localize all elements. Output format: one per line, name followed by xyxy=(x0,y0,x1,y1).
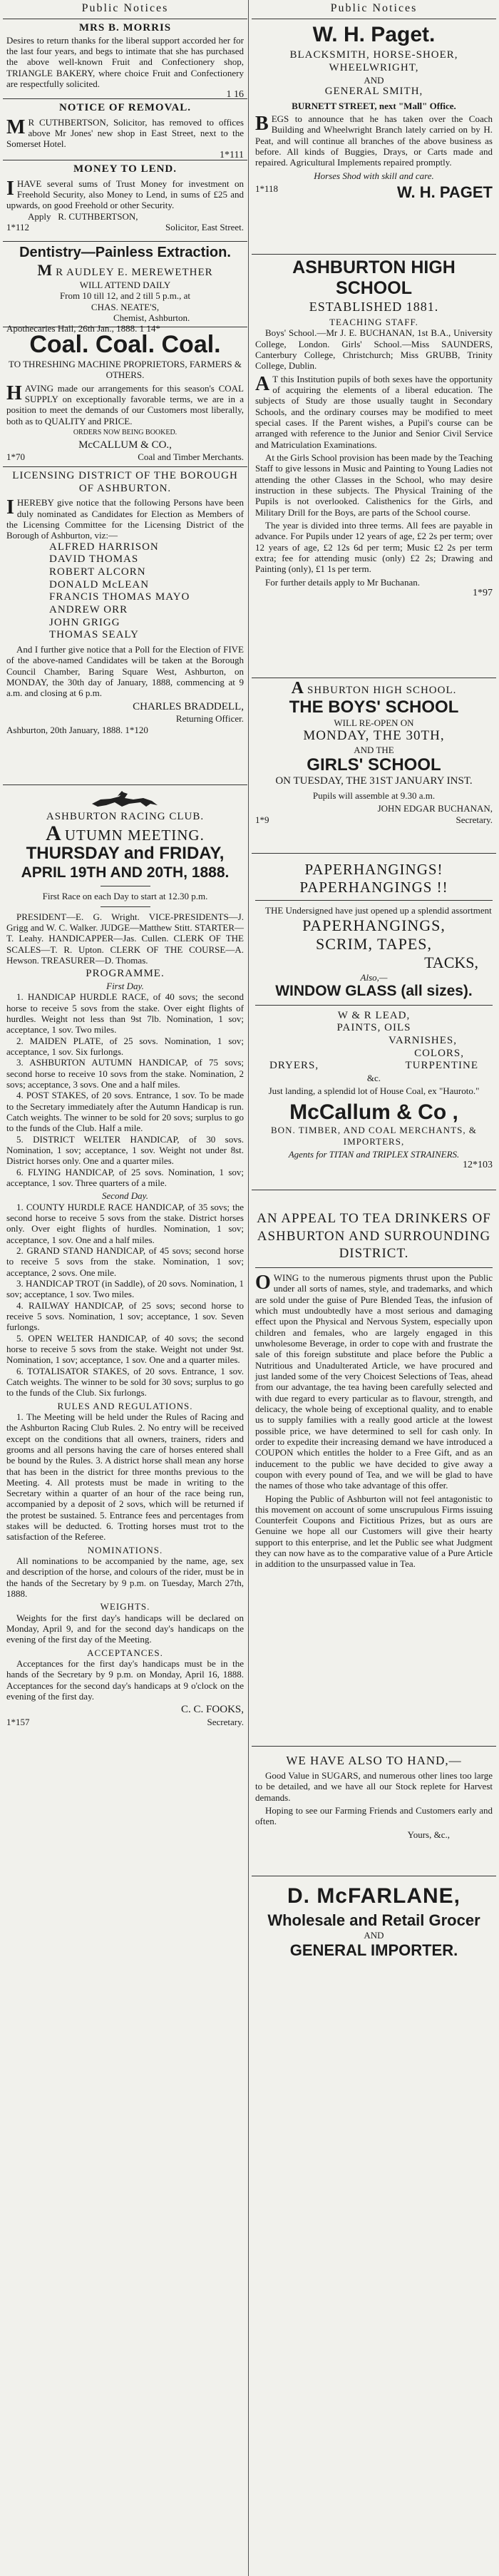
morris-heading: RS B. MORRIS xyxy=(90,21,172,34)
window-glass: WINDOW GLASS (all sizes). xyxy=(275,982,473,999)
racehorse-emblem-icon xyxy=(86,789,165,809)
race-entry: 2. GRAND STAND HANDICAP, of 45 sovs; second horse to receive 5 sovs from the stake. Nomination, 1 sov; acceptance, 2 sovs. One mile. xyxy=(6,1244,244,1278)
also-to-hand-notice: WE HAVE ALSO TO HAND,— Good Value in SUGARS, and numerous other lines too large to be detailed, and we have all our Stock replete for Harvest demands. Hoping to see our Farming Friends and Customers early and often. Yours, &c., xyxy=(252,1747,496,1876)
race-entry: 4. POST STAKES, of 20 sovs. Entrance, 1 sov. To be made to the Secretary immediately after the Autumn Handicap is run. Catch weights. The winner to be sold for 20 sovs; surplus to go to the funds of the Club. Half a mile. xyxy=(6,1090,244,1134)
race-entry: 6. FLYING HANDICAP, of 25 sovs. Nomination, 1 sov; acceptance, 1 sov. Three quarters of a mile. xyxy=(6,1166,244,1188)
schools-signature: JOHN EDGAR BUCHANAN, xyxy=(377,803,493,814)
candidate-name: FRANCIS THOMAS MAYO xyxy=(49,591,190,603)
race-rules: 1. The Meeting will be held under the Rules of Racing and the Ashburton Racing Club Rules. 2. No entry will be received except on the conditions that all owners, trainers, riders and grooms and all persons having the care of horses entered shall be bound by the Rules. 3. A district horse shall mean any horse that has been in the district for three months previous to the Meeting. 4. All protests must be made in writing to the Secretary within a quarter of an hour of the race being run, accompanied by a deposit of 2 sovs, which will be returned if the protest be sustained. 5. Entrance fees and percentages from stakes will be deducted. 6. Trotting horses must trot to the satisfaction of the Referee. xyxy=(6,1411,244,1543)
racing-club-title: ASHBURTON RACING CLUB. xyxy=(46,810,205,822)
school-heading: ASHBURTON HIGH SCHOOL xyxy=(292,257,456,299)
tea-appeal-notice: AN APPEAL TO TEA DRINKERS OF ASHBURTON AND SURROUNDING DISTRICT. OWING to the numerous pigments thrust upon the Public under all sorts of names, style, and trademarks, and which are sold under the guise of Pure Blended Teas, the infusion of which must undoubtedly have a most serious and damaging effect upon the Physical and Nervous System, especially upon children and females, who are largely engaged in this unwholesome Beverage, in order to cope with and frustrate the sale of this foreign substitute and place before the Public a Nutritious and Unadulterated Article, we have procured and just landed some of the very Choicest Selections of Teas, ahead from our advantage, the tea having been carefully selected and with due regard to every particular as to flavour, strength, and delicacy, the whole being of exceptional quality, and to enable us to supply families with a really good article at the lowest possible price, we have determined to sell for cash only. In order to expedite their increasing demand we have introduced a COUPON which entitles the holder to a Free Gift, and as an inducement to the public we have decided to give away a coupon with every pound of Tea, and we will be glad to have the names of those who take advantage of this offer. Hoping the Public of Ashburton will not feel antagonistic to this movement on account of some unscrupulous Firms issuing Counterfeit Coupons and Fictitious Prizes, but as ours are Genuine we hope all our Customers will give their hearty support to this enterprise, and let the Public see what Judgment they can now have as to the comparative value of a Pure Article in addition to the unsurpassed value in Tea. xyxy=(252,1190,496,1747)
coal-notice: Coal. Coal. Coal. TO THRESHING MACHINE PROPRIETORS, FARMERS & OTHERS. HAVING made our arrangements for this season's COAL SUPPLY on exceptionally favorable terms, we are in a position to meet the demands of our Customers most liberally, both as to QUALITY and PRICE. ORDERS NOW BEING BOOKED. McCALLUM & CO., 1*70 Coal and Timber Merchants. xyxy=(3,327,247,467)
licensing-heading: LICENSING DISTRICT OF THE BOROUGH OF ASHBURTON. xyxy=(12,469,238,494)
tea-body: WING to the numerous pigments thrust upon the Public under all sorts of names, style, and trademarks, and which are sold under the guise of Pure Blended Teas, the infusion of which must undoubtedly have a most serious and damaging effect upon the Physical and Nervous System, especially upon children and females, who are largely engaged in this unwholesome Beverage, in order to cope with and frustrate the sale of this foreign substitute and place before the Public a Nutritious and Unadulterated Article, we have procured and just landed some of the very Choicest Selections of Teas, ahead from our advantage, the tea having been carefully selected and with due regard to every particular as to flavour, strength, and delicacy, the whole being of exceptional quality, and to enable us to supply families with a really good article at the lowest possible price, we have determined to sell for cash only. In order to expedite their increasing demand we have introduced a COUPON which entitles the holder to a Free Gift, and as an inducement to the public we have decided to give away a coupon with every pound of Tea, and we will be glad to have the names of those who take advantage of this offer. xyxy=(255,1272,493,1491)
candidate-name: ROBERT ALCORN xyxy=(49,566,146,578)
morris-code: 1 16 xyxy=(226,89,244,101)
schools-reopen-notice: ASHBURTON HIGH SCHOOL. THE BOYS' SCHOOL WILL RE-OPEN ON MONDAY, THE 30TH, AND THE GIRLS' SCHOOL ON TUESDAY, THE 31ST JANUARY INST. Pupils will assemble at 9.30 a.m. JOHN EDGAR BUCHANAN, 1*9 Secretary. xyxy=(252,678,496,854)
candidate-name: ALFRED HARRISON xyxy=(49,541,159,553)
column-header: Public Notices xyxy=(252,0,496,19)
coal-heading: Coal. Coal. Coal. xyxy=(29,330,221,358)
money-heading: MONEY TO LEND. xyxy=(73,163,177,175)
paget-signature: W. H. PAGET xyxy=(396,183,493,201)
candidate-name: THOMAS SEALY xyxy=(49,629,139,641)
tea-heading: AN APPEAL TO TEA DRINKERS OF ASHBURTON AND SURROUNDING DISTRICT. xyxy=(257,1210,491,1262)
race-entry: 4. RAILWAY HANDICAP, of 25 sovs; second horse to receive 5 sovs. Nomination, 1 sov; acceptance, 1 sov. Seven furlongs. xyxy=(6,1299,244,1333)
column-right xyxy=(252,0,496,1963)
column-header: Public Notices xyxy=(3,0,247,19)
race-entry: 1. COUNTY HURDLE RACE HANDICAP, of 35 sovs; the second horse to receive 5 sovs from the stake. District horses only. Over eight flights of hurdles. Nomination, 1 sov; acceptance, 1 sov. One and a half miles. xyxy=(6,1201,244,1245)
coal-body: AVING made our arrangements for this season's COAL SUPPLY on exceptionally favorable terms, we are in a position to meet the demands of our Customers most liberally, both as to QUALITY and PRICE. xyxy=(6,382,244,426)
column-divider xyxy=(248,0,249,2576)
girls-school: GIRLS' SCHOOL xyxy=(307,755,441,775)
removal-code: 1*111 xyxy=(220,149,244,160)
mccallum-name: McCallum & Co , xyxy=(289,1100,458,1124)
high-school-notice: ASHBURTON HIGH SCHOOL ESTABLISHED 1881. TEACHING STAFF. Boys' School.—Mr J. E. BUCHANAN, 1st B.A., University College, London. Girls' School.—Miss SAUNDERS, Canterbury College, Christchurch; Miss GRUBB, Trinity College, Dublin. A T this Institution pupils of both sexes have the opportunity of acquiring the elements of a liberal education. The subjects of Study are those usually taught in Secondary Schools, and the ordinary courses may be modified to meet special cases. If the Parent wishes, a Pupil's course can be arranged with reference to the Junior and Senior Civil Service and Matriculation Examinations. At the Girls School provision has been made by the Teaching Staff to give lessons in Music and Painting to Young Ladies not attending the other Classes in the School, who may desire instruction in these subjects. The Physical Training of the Pupils is not overlooked. Calisthenics for the Girls, and Military Drill for the Boys, are parts of the School course. The year is divided into three terms. All fees are payable in advance. For Pupils under 12 years of age, £2 2s per term; over 12 years of age, £2 12s 6d per term; Music £2 2s per term extra; fee for attending music (only) £2 2s; Drawing and Painting (only), £1 1s per term. For further details apply to Mr Buchanan. 1*97 xyxy=(252,255,496,678)
removal-heading: NOTICE OF REMOVAL. xyxy=(58,101,192,113)
licensing-signature: CHARLES BRADDELL, xyxy=(133,700,244,712)
mcfarlane-notice: D. McFARLANE, Wholesale and Retail Grocer AND GENERAL IMPORTER. xyxy=(252,1876,496,1963)
morris-notice: MRS B. MORRIS Desires to return thanks for the liberal support accorded her for the last four years, and begs to intimate that she has purchased the above well-known Fruit and Confectionery shop, TRIANGLE BAKERY, where choice Fruit and Confectionery are respectfully solicited. 1 16 xyxy=(3,19,247,99)
dentistry-heading: Dentistry—Painless Extraction. xyxy=(19,244,231,260)
removal-body: R CUTHBERTSON, Solicitor, has removed to offices above Mr Jones' new shop in East Street, next to the Somerset Hotel. xyxy=(6,116,244,150)
race-entry: 3. HANDICAP TROT (in Saddle), of 20 sovs. Nomination, 1 sov; acceptance, 1 sov. Two miles. xyxy=(6,1277,244,1300)
race-entry: 5. DISTRICT WELTER HANDICAP, of 30 sovs. Nomination, 1 sov; acceptance, 1 sov. Weight not under 8st. District horses only. One and a quarter miles. xyxy=(6,1133,244,1167)
money-signature: R. CUTHBERTSON, xyxy=(58,210,138,222)
racing-club-notice: ASHBURTON RACING CLUB. A UTUMN MEETING. THURSDAY and FRIDAY, APRIL 19TH AND 20TH, 1888. First Race on each Day to start at 12.30 p.m. PRESIDENT—E. G. Wright. VICE-PRESIDENTS—J. Grigg and W. C. Walker. JUDGE—Matthew Stitt. STARTER—T. Leahy. HANDICAPPER—Jas. Cullen. CLERK OF THE SCALES—T. R. Upton. CLERK OF THE COURSE—A. Hewson. TREASURER—D. Thomas. PROGRAMME. First Day. 1. HANDICAP HURDLE RACE, of 40 sovs; the second horse to receive 5 sovs from the stake. Over eight flights of hurdles. Weight not less than 9st 7lb. Nomination, 1 sov; acceptance, 1 sov. Two miles. 2. MAIDEN PLATE, of 25 sovs. Nomination, 1 sov; acceptance, 1 sov. Six furlongs. 3. ASHBURTON AUTUMN HANDICAP, of 75 sovs; second horse to receive 10 sovs from the stake. Nomination, 2 sovs; acceptance, 3 sovs. One and a half miles. 4. POST STAKES, of 20 sovs. Entrance, 1 sov. To be made to the Secretary immediately after the Autumn Handicap is run. Catch weights. The winner to be sold for 20 sovs; surplus to go to the funds of the Club. Half a mile. 5. DISTRICT WELTER HANDICAP, of 30 sovs. Nomination, 1 sov; acceptance, 1 sov. Weight not under 8st. District horses only. One and a quarter miles. 6. FLYING HANDICAP, of 25 sovs. Nomination, 1 sov; acceptance, 1 sov. Three quarters of a mile. Second Day. 1. COUNTY HURDLE RACE HANDICAP, of 35 sovs; the second horse to receive 5 sovs from the stake. District horses only. Over eight flights of hurdles. Nomination, 1 sov; acceptance, 1 sov. One and a half miles. 2. GRAND STAND HANDICAP, of 45 sovs; second horse to receive 5 sovs from the stake. Nomination, 1 sov; acceptance, 2 sovs. One mile. 3. HANDICAP TROT (in Saddle), of 20 sovs. Nomination, 1 sov; acceptance, 1 sov. Two miles. 4. RAILWAY HANDICAP, of 25 sovs; second horse to receive 5 sovs. Nomination, 1 sov; acceptance, 1 sov. Seven furlongs. 5. OPEN WELTER HANDICAP, of 40 sovs; the second horse to receive 5 sovs from the stake. Weight not under 9st. Nomination, 1 sov; acceptance, 1 sov. One and a quarter miles. 6. TOTALISATOR STAKES, of 20 sovs. Entrance, 1 sov. Catch weights. The winner to be sold for 30 sovs; surplus to go to the funds of the Club. Six furlongs. RULES AND REGULATIONS. 1. The Meeting will be held under the Rules of Racing and the Ashburton Racing Club Rules. 2. No entry will be received except on the conditions that all owners, trainers, riders and grooms and all persons having the care of horses entered shall be bound by the Rules. 3. A district horse shall mean any horse that has been in the district for three months previous to the Meeting. 4. All protests must be made in writing to the Secretary within a quarter of an hour of the race being run, accompanied by a deposit of 2 sovs, which will be returned if the protest be sustained. 5. Entrance fees and percentages from stakes will be deducted. 6. Trotting horses must trot to the satisfaction of the Referee. NOMINATIONS. All nominations to be accompanied by the name, age, sex and description of the horse, and colours of the rider, must be in the hands of the Secretary by 9 p.m. on Tuesday, March 27th, 1888. WEIGHTS. Weights for the first day's handicaps will be declared on Monday, April 9, and for the second day's handicaps on the evening of the first day of the Meeting. ACCEPTANCES. Acceptances for the first day's handicaps must be in the hands of the Secretary by 9 p.m. on Monday, April 16, 1888. Acceptances for the second day's handicaps at 9 o'clock on the evening of the first day. C. C. FOOKS, 1*157 Secretary. xyxy=(3,785,247,1732)
paperhangings-heading: PAPERHANGINGS! PAPERHANGINGS !! xyxy=(299,860,448,896)
paget-name: W. H. Paget. xyxy=(312,22,436,46)
meeting-dates: THURSDAY and FRIDAY, xyxy=(26,844,225,864)
boys-school: THE BOYS' SCHOOL xyxy=(289,697,459,717)
school-fees: The year is divided into three terms. All fees are payable in advance. For Pupils under 12 years of age, £2 2s per term; over 12 years of age, £2 12s 6d per term; Music £2 2s per term extra; fee for attending music (only) £2 2s; Drawing and Painting (only), £1 1s per term. xyxy=(255,520,493,575)
coal-company: McCALLUM & CO., xyxy=(78,439,172,451)
dentistry-notice: Dentistry—Painless Extraction. M R AUDLEY E. MEREWETHER WILL ATTEND DAILY From 10 till 12, and 2 till 5 p.m., at CHAS. NEATE'S, Chemist, Ashburton. Apothecaries Hall, 26th Jan., 1888. 1 14* xyxy=(3,242,247,327)
candidate-name: JOHN GRIGG xyxy=(49,616,120,628)
licensing-notice: LICENSING DISTRICT OF THE BOROUGH OF ASHBURTON. IHEREBY give notice that the following Persons have been duly nominated as Candidates for Election as Members of the Licensing Committee for the Licensing District of the Borough of Ashburton, viz:— ALFRED HARRISON DAVID THOMAS ROBERT ALCORN DONALD McLEAN FRANCIS THOMAS MAYO ANDREW ORR JOHN GRIGG THOMAS SEALY And I further give notice that a Poll for the Election of FIVE of the above-named Candidates will be taken at the Borough Council Chamber, Baring Square West, Ashburton, on MONDAY, the 30th day of January, 1888, commencing at 9 a.m. and closing at 6 p.m. CHARLES BRADDELL, Returning Officer. Ashburton, 20th January, 1888. 1*120 xyxy=(3,467,247,785)
mcfarlane-name: D. McFARLANE, xyxy=(287,1884,461,1908)
money-body: HAVE several sums of Trust Money for investment on Freehold Security, also Money to Lend, in sums of £25 and upwards, on good Freehold or other Security. xyxy=(6,178,244,211)
paget-notice: W. H. Paget. BLACKSMITH, HORSE-SHOER, WHEELWRIGHT, AND GENERAL SMITH, BURNETT STREET, next "Mall" Office. BEGS to announce that he has taken over the Coach Building and Wheelwright Branch lately carried on by H. Peat, and will continue all branches of the above business as before. All kinds of Buggies, Drays, or Carts made and repaired. Agricultural Implements repaired promptly. Horses Shod with skill and care. 1*118 W. H. PAGET xyxy=(252,19,496,255)
column-left xyxy=(3,0,247,1731)
race-entry: 1. HANDICAP HURDLE RACE, of 40 sovs; the second horse to receive 5 sovs from the stake. Over eight flights of hurdles. Weight not less than 9st 7lb. Nomination, 1 sov; acceptance, 1 sov. Two miles. xyxy=(6,991,244,1036)
candidate-list xyxy=(6,541,244,643)
race-entry: 3. ASHBURTON AUTUMN HANDICAP, of 75 sovs; second horse to receive 10 sovs from the stake. Nomination, 2 sovs; acceptance, 3 sovs. One and a half miles. xyxy=(6,1057,244,1090)
school-body: T this Institution pupils of both sexes have the opportunity of acquiring the elements of a liberal education. The subjects of Study are those usually taught in Secondary Schools, and the ordinary courses may be modified to meet special cases. If the Parent wishes, a Pupil's course can be arranged with reference to the Junior and Senior Civil Service and Matriculation Examinations. xyxy=(255,373,493,450)
school-staff: Boys' School.—Mr J. E. BUCHANAN, 1st B.A., University College, London. Girls' School.—Miss SAUNDERS, Canterbury College, Christchurch; Miss GRUBB, Trinity College, Dublin. xyxy=(255,327,493,372)
to-hand-heading: WE HAVE ALSO TO HAND,— xyxy=(286,1753,462,1767)
removal-notice: NOTICE OF REMOVAL. M R CUTHBERTSON, Solicitor, has removed to offices above Mr Jones' new shop in East Street, next to the Somerset Hotel. 1*111 xyxy=(3,99,247,160)
morris-body: Desires to return thanks for the liberal support accorded her for the last four years, and begs to intimate that she has purchased the above well-known Fruit and Confectionery shop, TRIANGLE BAKERY, where choice Fruit and Confectionery are respectfully solicited. xyxy=(6,34,244,89)
race-officials: PRESIDENT—E. G. Wright. VICE-PRESIDENTS—J. Grigg and W. C. Walker. JUDGE—Matthew Stitt. STARTER—T. Leahy. HANDICAPPER—Jas. Cullen. CLERK OF THE SCALES—T. R. Upton. CLERK OF THE COURSE—A. Hewson. TREASURER—D. Thomas. xyxy=(6,911,244,966)
race-entry: 2. MAIDEN PLATE, of 25 sovs. Nomination, 1 sov; acceptance, 1 sov. Six furlongs. xyxy=(6,1035,244,1058)
candidate-name: DONALD McLEAN xyxy=(49,578,150,591)
race-entry: 5. OPEN WELTER HANDICAP, of 40 sovs; the second horse to receive 5 sovs from the stake. Weight not under 9st. Nomination, 1 sov; acceptance, 1 sov. One and a quarter miles. xyxy=(6,1332,244,1366)
paget-body: EGS to announce that he has taken over the Coach Building and Wheelwright Branch lately carried on by H. Peat, and will continue all branches of the above business as before. All kinds of Buggies, Drays, or Carts made and repaired. Agricultural Implements repaired promptly. xyxy=(255,113,493,168)
candidate-name: ANDREW ORR xyxy=(49,604,128,615)
race-entry: 6. TOTALISATOR STAKES, of 20 sovs. Entrance, 1 sov. Catch weights. The winner to be sold for 30 sovs; surplus to go to the funds of the Club. Six furlongs. xyxy=(6,1365,244,1399)
meeting-title: UTUMN MEETING. xyxy=(64,826,205,844)
racing-signature: C. C. FOOKS, xyxy=(181,1704,244,1716)
money-to-lend-notice: MONEY TO LEND. IHAVE several sums of Trust Money for investment on Freehold Security, also Money to Lend, in sums of £25 and upwards, on good Freehold or other Security. Apply R. CUTHBERTSON, 1*112 Solicitor, East Street. xyxy=(3,160,247,242)
candidate-name: DAVID THOMAS xyxy=(49,553,139,566)
paperhangings-notice: PAPERHANGINGS! PAPERHANGINGS !! THE Undersigned have just opened up a splendid assortment PAPERHANGINGS, SCRIM, TAPES, TACKS, Also,— WINDOW GLASS (all sizes). W & R LEAD, PAINTS, OILS VARNISHES, COLORS, DRYERS, TURPENTINE &c. Just landing, a splendid lot of House Coal, ex "Hauroto." McCallum & Co , BON. TIMBER, AND COAL MERCHANTS, & IMPORTERS, Agents for TITAN and TRIPLEX STRAINERS. 12*103 xyxy=(252,854,496,1190)
